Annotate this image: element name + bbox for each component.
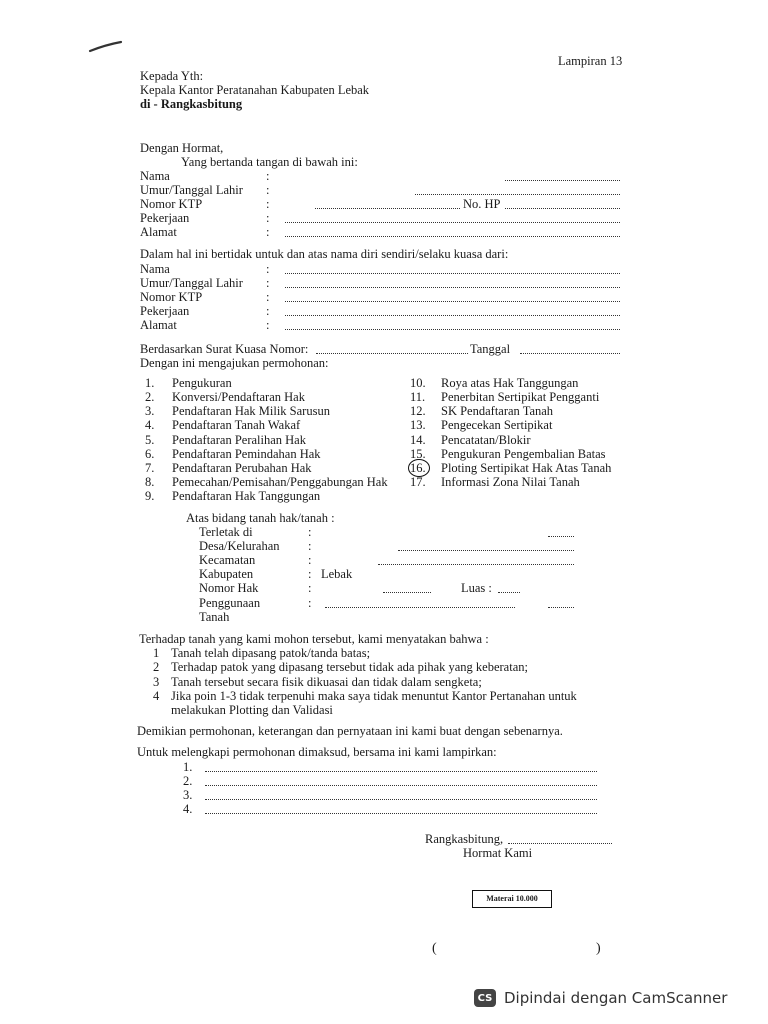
proxy-field-nama: Nama (140, 262, 170, 276)
service-num-selected: 16. (410, 461, 426, 475)
fill-line (205, 789, 597, 800)
camscanner-text: Dipindai dengan CamScanner (504, 989, 728, 1007)
service-label: Pemecahan/Pemisahan/Penggabungan Hak (172, 475, 388, 489)
fill-line (285, 319, 620, 330)
camscanner-watermark (474, 985, 764, 1011)
service-num: 13. (410, 418, 426, 432)
fill-line (205, 803, 597, 814)
land-kecamatan: Kecamatan (199, 553, 256, 567)
surat-kuasa-label: Berdasarkan Surat Kuasa Nomor: (140, 342, 309, 356)
colon: : (266, 276, 270, 290)
colon: : (266, 183, 270, 197)
service-label: Pengukuran Pengembalian Batas (441, 447, 606, 461)
fill-line (315, 198, 460, 209)
service-label: Pendaftaran Peralihan Hak (172, 433, 306, 447)
service-num: 11. (410, 390, 426, 404)
fill-line (520, 343, 620, 354)
addressee-kepala: Kepala Kantor Peratanahan Kabupaten Lebak (140, 83, 370, 97)
colon: : (266, 290, 270, 304)
applicant-field-pekerjaan: Pekerjaan (140, 211, 190, 225)
land-tanah: Tanah (199, 610, 230, 624)
service-label: Pengukuran (172, 376, 232, 390)
fill-line (205, 775, 597, 786)
fill-line (508, 833, 612, 844)
colon: : (266, 318, 270, 332)
service-num: 12. (410, 404, 426, 418)
no-hp-label: No. HP (463, 197, 501, 211)
colon: : (266, 225, 270, 239)
tanggal-label: Tanggal (470, 342, 511, 356)
greeting-intro: Yang bertanda tangan di bawah ini: (181, 155, 358, 169)
applicant-field-umur: Umur/Tanggal Lahir (140, 183, 243, 197)
fill-line (378, 554, 574, 565)
statement-num: 1 (153, 646, 160, 660)
service-num: 6. (145, 447, 155, 461)
pen-stroke-mark (88, 40, 124, 54)
attachment-num: 4. (183, 802, 193, 816)
service-label: SK Pendaftaran Tanah (441, 404, 554, 418)
statement-text: Tanah telah dipasang patok/tanda batas; (171, 646, 371, 660)
service-num: 17. (410, 475, 426, 489)
service-label: Pengecekan Sertipikat (441, 418, 553, 432)
mengajukan-label: Dengan ini mengajukan permohonan: (140, 356, 329, 370)
colon: : (266, 304, 270, 318)
statement-text: Tanah tersebut secara fisik dikuasai dan tidak dalam sengketa; (171, 675, 482, 689)
colon: : (308, 525, 312, 539)
colon: : (308, 596, 312, 610)
signature-place: Rangkasbitung, (425, 832, 504, 846)
addressee-kepada: Kepada Yth: (140, 69, 204, 83)
fill-line (285, 226, 620, 237)
colon: : (266, 211, 270, 225)
service-num: 15. (410, 447, 426, 461)
fill-line (205, 761, 597, 772)
statement-text-cont: melakukan Plotting dan Validasi (171, 703, 333, 717)
attachment-num: 3. (183, 788, 193, 802)
addressee-city: Rangkasbitung (160, 97, 243, 111)
colon: : (308, 581, 312, 595)
greeting-hormat: Dengan Hormat, (140, 141, 224, 155)
colon: : (266, 262, 270, 276)
statement-intro: Terhadap tanah yang kami mohon tersebut, kami menyatakan bahwa : (139, 632, 489, 646)
kabupaten-value: Lebak (321, 567, 353, 581)
service-num: 14. (410, 433, 426, 447)
proxy-field-pekerjaan: Pekerjaan (140, 304, 190, 318)
fill-line (505, 170, 620, 181)
fill-line (285, 305, 620, 316)
applicant-field-alamat: Alamat (140, 225, 177, 239)
statement-text: Jika poin 1-3 tidak terpenuhi maka saya tidak menuntut Kantor Pertanahan untuk (171, 689, 577, 703)
service-num: 5. (145, 433, 155, 447)
fill-line (285, 212, 620, 223)
service-label: Pendaftaran Pemindahan Hak (172, 447, 321, 461)
colon: : (266, 197, 270, 211)
attachment-num: 2. (183, 774, 193, 788)
addressee-di: di - (140, 97, 161, 111)
service-num: 10. (410, 376, 426, 390)
proxy-field-umur: Umur/Tanggal Lahir (140, 276, 243, 290)
service-label: Pencatatan/Blokir (441, 433, 531, 447)
lampiran-label: Lampiran 13 (558, 54, 623, 68)
service-label: Pendaftaran Perubahan Hak (172, 461, 312, 475)
fill-line (316, 343, 468, 354)
attachment-num: 1. (183, 760, 193, 774)
colon: : (266, 169, 270, 183)
fill-line (498, 582, 520, 593)
proxy-field-ktp: Nomor KTP (140, 290, 203, 304)
service-num: 2. (145, 390, 155, 404)
fill-line (285, 277, 620, 288)
service-num: 1. (145, 376, 155, 390)
land-kabupaten: Kabupaten (199, 567, 254, 581)
statement-num: 4 (153, 689, 160, 703)
closing-demikian: Demikian permohonan, keterangan dan pernyataan ini kami buat dengan sebenarnya. (137, 724, 563, 738)
fill-line (548, 597, 574, 608)
signature-close-paren: ) (596, 941, 601, 956)
land-nomor-hak: Nomor Hak (199, 581, 259, 595)
land-terletak: Terletak di (199, 525, 253, 539)
service-label: Pendaftaran Tanah Wakaf (172, 418, 301, 432)
colon: : (308, 567, 312, 581)
applicant-field-ktp: Nomor KTP (140, 197, 203, 211)
fill-line (505, 198, 620, 209)
addressee-location (140, 97, 242, 111)
proxy-intro: Dalam hal ini bertidak untuk dan atas nama diri sendiri/selaku kuasa dari: (140, 247, 509, 261)
service-num: 3. (145, 404, 155, 418)
fill-line (415, 184, 620, 195)
service-label: Informasi Zona Nilai Tanah (441, 475, 580, 489)
colon: : (308, 553, 312, 567)
fill-line (285, 263, 620, 274)
service-num: 7. (145, 461, 155, 475)
camscanner-logo-icon: CS (474, 989, 496, 1007)
fill-line (548, 526, 574, 537)
signature-hormat: Hormat Kami (463, 846, 533, 860)
service-num: 8. (145, 475, 155, 489)
materai-stamp-box: Materai 10.000 (472, 890, 552, 908)
service-label-selected: Ploting Sertipikat Hak Atas Tanah (441, 461, 612, 475)
signature-open-paren: ( (432, 941, 437, 956)
fill-line (285, 291, 620, 302)
service-label: Pendaftaran Hak Milik Sarusun (172, 404, 330, 418)
fill-line (398, 540, 574, 551)
fill-line (383, 582, 431, 593)
service-label: Roya atas Hak Tanggungan (441, 376, 579, 390)
service-num: 4. (145, 418, 155, 432)
service-num: 9. (145, 489, 155, 503)
land-desa: Desa/Kelurahan (199, 539, 280, 553)
applicant-field-nama: Nama (140, 169, 170, 183)
service-label: Penerbitan Sertipikat Pengganti (441, 390, 600, 404)
colon: : (308, 539, 312, 553)
statement-text: Terhadap patok yang dipasang tersebut tidak ada pihak yang keberatan; (171, 660, 528, 674)
closing-lampirkan: Untuk melengkapi permohonan dimaksud, bersama ini kami lampirkan: (137, 745, 497, 759)
statement-num: 3 (153, 675, 160, 689)
statement-num: 2 (153, 660, 160, 674)
land-intro: Atas bidang tanah hak/tanah : (186, 511, 335, 525)
service-label: Konversi/Pendaftaran Hak (172, 390, 305, 404)
service-label: Pendaftaran Hak Tanggungan (172, 489, 321, 503)
proxy-field-alamat: Alamat (140, 318, 177, 332)
luas-label: Luas : (461, 581, 492, 595)
fill-line (325, 597, 515, 608)
land-penggunaan: Penggunaan (199, 596, 261, 610)
